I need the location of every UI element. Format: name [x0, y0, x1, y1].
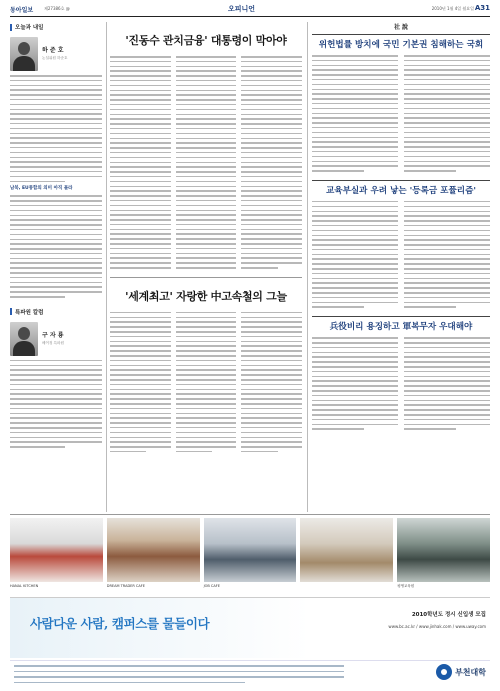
author-photo	[10, 37, 38, 71]
headline-1: '진동수 관치금융' 대통령이 막아야	[125, 34, 287, 47]
issue-number: 제27386호 @	[44, 6, 70, 11]
campus-photo	[10, 518, 103, 582]
photo-item	[10, 518, 103, 592]
campus-photo	[300, 518, 393, 582]
university-emblem-icon	[436, 664, 452, 680]
editorial-3-body	[312, 337, 490, 433]
column-subhead: 남북, EU통합의 의미 아직 몰라	[10, 186, 73, 192]
ad-banner	[10, 598, 310, 658]
photo-caption: HANAL KITCHEN	[10, 584, 39, 588]
ad-footer	[10, 660, 490, 686]
university-name: 부천대학	[455, 667, 486, 677]
editorial-1-body	[312, 55, 490, 175]
column-body-2	[10, 360, 102, 448]
column-tag-label-2: 특파원 칼럼	[15, 309, 44, 316]
photo-item	[300, 518, 393, 592]
author-name: 하 준 호	[42, 47, 64, 54]
author-role-2: 베이징 특파원	[42, 340, 64, 345]
author-photo-2	[10, 322, 38, 356]
university-logo	[436, 664, 486, 680]
ad-slogan: 사람다운 사람, 캠퍼스를 물들이다	[30, 616, 210, 631]
column-divider-2	[307, 22, 308, 512]
ad-divider	[10, 514, 490, 515]
photo-item	[397, 518, 490, 592]
author-role: 논설위원 하준호	[42, 56, 68, 60]
ad-recruit-block	[310, 598, 490, 658]
newspaper-name: 동아일보	[10, 7, 34, 14]
column-tag-label: 오늘과 내일	[15, 25, 44, 31]
university-advertisement	[10, 597, 490, 687]
column-body-continued	[10, 195, 102, 297]
article-1-body	[110, 56, 302, 272]
tag-bar-icon	[10, 308, 12, 315]
issue-date: 2010년 1월 4일 월요일	[431, 6, 474, 11]
headline-2: '세계최고' 자랑한 中고속철의 그늘	[125, 289, 287, 303]
photo-item	[107, 518, 200, 592]
author-name-2: 구 자 룡	[42, 331, 64, 339]
campus-photo	[204, 518, 297, 582]
column-tag-2	[10, 307, 102, 318]
photo-caption: JOB CAFE	[203, 584, 220, 588]
ad-recruit-title: 2010학년도 정시 신입생 모집	[411, 612, 486, 618]
ad-url: www.bc.ac.kr / www.jinhak.com / www.uway.com	[388, 624, 486, 629]
editorial-2-body	[312, 201, 490, 311]
editorial-title-2: 교육부실과 우려 낳는 '등록금 포퓰리즘'	[312, 180, 490, 196]
article-2-body	[110, 312, 302, 456]
author-block	[10, 37, 102, 71]
editorial-header: 社 說	[393, 24, 409, 31]
campus-photo	[107, 518, 200, 582]
photo-caption: DREAM TRADER CAFE	[106, 584, 145, 588]
campus-photo	[397, 518, 490, 582]
column-divider	[106, 22, 107, 512]
column-body	[10, 75, 102, 182]
photo-item	[204, 518, 297, 592]
ad-info-text	[14, 665, 344, 687]
main-column	[110, 22, 302, 456]
column-tag	[10, 22, 102, 33]
page-number: A31	[474, 4, 490, 12]
photo-caption: 평생교육원	[397, 584, 415, 588]
section-title: 오피니언	[228, 5, 256, 13]
left-column	[10, 22, 102, 451]
editorial-column	[312, 22, 490, 433]
campus-photo-strip	[10, 518, 490, 592]
editorial-title-3: 兵役비리 용징하고 軍복무자 우대해야	[312, 316, 490, 332]
editorial-title-1: 위헌법률 방치에 국민 기본권 침해하는 국회	[312, 34, 490, 50]
masthead	[10, 4, 490, 17]
author-block-2	[10, 322, 102, 356]
tag-bar-icon	[10, 24, 12, 31]
